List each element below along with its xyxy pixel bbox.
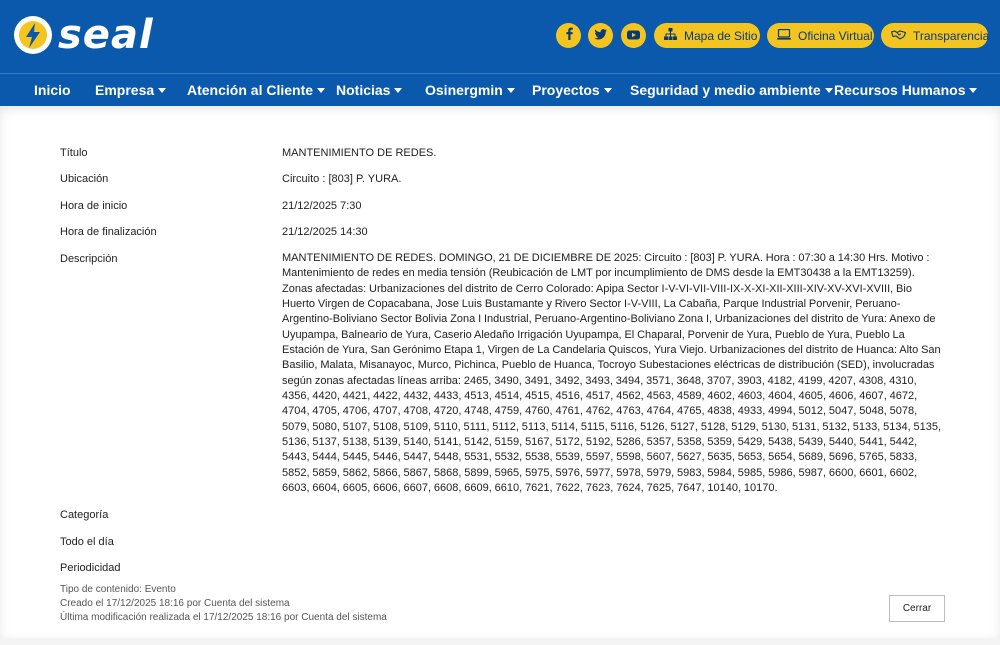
end-time-label: Hora de finalización — [60, 226, 157, 238]
created-text: Creado el 17/12/2025 18:16 por Cuenta del sistema — [60, 598, 290, 609]
title-value: MANTENIMIENTO DE REDES. — [282, 147, 437, 159]
description-value: MANTENIMIENTO DE REDES. DOMINGO, 21 DE DICIEMBRE DE 2025: Circuito : [803] P. YURA. Hora : 07:30 a 14:30 Hrs. Motivo : Mantenimiento de redes en media tensión (Reubicación de LMT por incumplimiento de DMS desde la EMT30438 a la EMT13259). Zonas afectadas: Urbanizaciones del distrito de Cerro Colorado: Apipa Sector I-V-VI-VII-VIII-IX-X-XI-XII-XIII-XIV-XV-XVI-XVIII, Bio Huerto Virgen de Copacabana, Jose Luis Bustamante y Rivero Sector I-V-VIII, La Cabaña, Parque Industrial Porvenir, Peruano-Argentino-Boliviano Sector Bolivia Zona I Industrial, Peruano-Argentino-Boliviano Zona I, Urbanizaciones del distrito de Yura: Anexo de Uyupampa, Balneario de Yura, Caserio Aledaño Irrigación Uyupampa, El Chaparal, Porvenir de Yura, Pueblo de Yura, Pueblo La Estación de Yura, San Gerónimo Etapa 1, Virgen de La Candelaria Quiscos, Yura Viejo. Urbanizaciones del distrito de Huanca: Alto San Basilio, Malata, Misanayoc, Murco, Pichinca, Pueblo de Huanca, Tocroyo Subestaciones eléctricas de distribución (SED), involucradas según zonas afectadas líneas arriba: 2465, 3490, 3491, 3492, 3493, 3494, 3571, 3648, 3707, 3903, 4182, 4199, 4207, 4308, 4310, 4356, 4420, 4421, 4422, 4432, 4433, 4513, 4514, 4515, 4516, 4517, 4562, 4563, 4589, 4602, 4603, 4604, 4605, 4606, 4607, 4672, 4704, 4705, 4706, 4707, 4708, 4720, 4748, 4759, 4760, 4761, 4762, 4763, 4764, 4765, 4838, 4933, 4994, 5012, 5047, 5048, 5078, 5079, 5080, 5107, 5108, 5109, 5110, 5111, 5112, 5113, 5114, 5115, 5116, 5126, 5127, 5128, 5129, 5130, 5131, 5132, 5133, 5134, 5135, 5136, 5137, 5138, 5139, 5140, 5141, 5142, 5159, 5167, 5172, 5192, 5286, 5357, 5358, 5359, 5429, 5438, 5439, 5440, 5441, 5442, 5443, 5444, 5445, 5446, 5447, 5448, 5531, 5532, 5538, 5539, 5597, 5598, 5607, 5627, 5635, 5653, 5654, 5689, 5696, 5765, 5833, 5852, 5859, 5862, 5866, 5867, 5868, 5899, 5965, 5975, 5976, 5977, 5978, 5979, 5983, 5984, 5985, 5986, 5987, 6600, 6601, 6602, 6603, 6604, 6605, 6606, 6607, 6608, 6609, 6610, 7621, 7622, 7623, 7624, 7625, 7647, 10140, 10170. — [282, 252, 942, 495]
nav-item-recursos-humanos[interactable]: Recursos Humanos — [834, 74, 977, 107]
lightning-icon — [14, 16, 52, 54]
description-label: Descripción — [60, 253, 118, 265]
top-header — [0, 0, 1000, 73]
facebook-icon — [564, 27, 574, 45]
sitemap-icon — [664, 28, 684, 43]
chevron-down-icon — [317, 88, 325, 93]
all-day-label: Todo el día — [60, 536, 114, 548]
nav-item-seguridad[interactable]: Seguridad y medio ambiente — [630, 74, 833, 107]
category-label: Categoría — [60, 509, 109, 521]
chevron-down-icon — [969, 88, 977, 93]
computer-icon — [777, 29, 798, 43]
modified-text: Última modificación realizada el 17/12/2025 18:16 por Cuenta del sistema — [60, 612, 387, 623]
facebook-button[interactable] — [556, 23, 581, 48]
location-label: Ubicación — [60, 173, 109, 185]
transparency-link[interactable] — [881, 23, 988, 48]
youtube-icon — [627, 27, 640, 45]
start-time-value: 21/12/2025 7:30 — [282, 200, 362, 212]
seal-logo[interactable] — [14, 12, 154, 58]
close-button[interactable]: Cerrar — [889, 595, 945, 622]
chevron-down-icon — [825, 88, 833, 93]
virtual-office-label: Oficina Virtual — [798, 28, 873, 43]
location-value: Circuito : [803] P. YURA. — [282, 173, 402, 185]
youtube-button[interactable] — [621, 23, 646, 48]
recurrence-label: Periodicidad — [60, 562, 121, 574]
chevron-down-icon — [158, 88, 166, 93]
chevron-down-icon — [507, 88, 515, 93]
nav-item-atencion-cliente[interactable]: Atención al Cliente — [187, 74, 325, 107]
chevron-down-icon — [394, 88, 402, 93]
transparency-label: Transparencia — [913, 28, 990, 43]
sitemap-label: Mapa de Sitio — [684, 28, 758, 43]
nav-item-osinergmin[interactable]: Osinergmin — [425, 74, 515, 107]
content-type-text: Tipo de contenido: Evento — [60, 584, 176, 595]
logo-text: seal — [58, 12, 154, 58]
nav-item-noticias[interactable]: Noticias — [336, 74, 402, 107]
twitter-icon — [594, 27, 607, 45]
nav-item-inicio[interactable]: Inicio — [34, 82, 71, 98]
sitemap-link[interactable] — [654, 23, 760, 48]
virtual-office-link[interactable] — [767, 23, 874, 48]
nav-item-empresa[interactable]: Empresa — [95, 74, 166, 107]
end-time-value: 21/12/2025 14:30 — [282, 226, 368, 238]
start-time-label: Hora de inicio — [60, 200, 128, 212]
handshake-icon — [891, 29, 913, 43]
main-navigation — [0, 73, 1000, 106]
title-label: Título — [60, 147, 88, 159]
chevron-down-icon — [604, 88, 612, 93]
nav-item-proyectos[interactable]: Proyectos — [532, 74, 612, 107]
twitter-button[interactable] — [588, 23, 613, 48]
